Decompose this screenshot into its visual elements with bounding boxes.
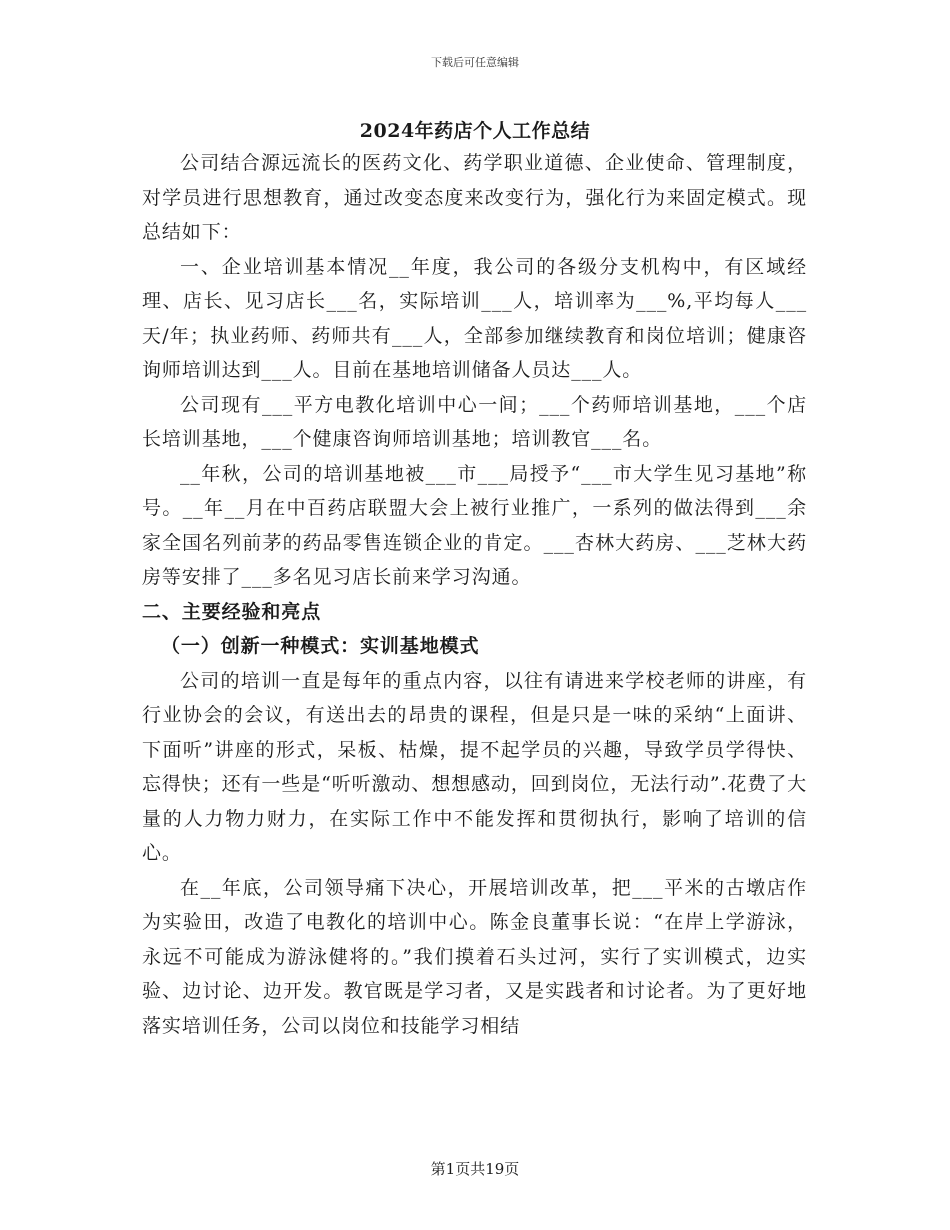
intro-paragraph: 公司结合源远流长的医药文化、药学职业道德、企业使命、管理制度，对学员进行思想教育，通过改变态度来改变行为，强化行为来固定模式。现总结如下： xyxy=(142,152,807,243)
training-overview-paragraph: 一、企业培训基本情况__年度，我公司的各级分支机构中，有区域经理、店长、见习店长___名，实际培训___人，培训率为___%,平均每人___天/年；执业药师、药师共有___人，全部参加继续教育和岗位培训；健康咨询师培训达到___人。目前在基地培训储备人员达___人。 xyxy=(142,255,807,381)
past-training-paragraph: 公司的培训一直是每年的重点内容，以往有请进来学校老师的讲座，有行业协会的会议，有送出去的昂贵的课程，但是只是一味的采纳“上面讲、下面听”讲座的形式，呆板、枯燥，提不起学员的兴趣，导致学员学得快、忘得快；还有一些是“听听激动、想想感动，回到岗位，无法行动”.花费了大量的人力物力财力，在实际工作中不能发挥和贯彻执行，影响了培训的信心。 xyxy=(142,669,807,864)
document-title: 2024年药店个人工作总结 xyxy=(359,120,591,142)
training-reform-paragraph: 在__年底，公司领导痛下决心，开展培训改革，把___平米的古墩店作为实验田，改造了电教化的培训中心。陈金良董事长说：“在岸上学游泳，永远不可能成为游泳健将的。”我们摸着石头过河，实行了实训模式，边实验、边讨论、边开发。教官既是学习者，又是实践者和讨论者。为了更好地落实培训任务，公司以岗位和技能学习相结 xyxy=(142,876,807,1037)
page-footer: 第1页共19页 xyxy=(430,1160,520,1178)
training-base-award-paragraph: __年秋，公司的培训基地被___市___局授予“___市大学生见习基地”称号。__年__月在中百药店联盟大会上被行业推广，一系列的做法得到___余家全国名列前茅的药品零售连锁企业的肯定。___杏林大药房、___芝林大药房等安排了___多名见习店长前来学习沟通。 xyxy=(142,462,807,588)
subsection-heading-innovation: （一）创新一种模式：实训基地模式 xyxy=(161,635,480,657)
header-note: 下载后可任意编辑 xyxy=(431,56,519,69)
document-body xyxy=(142,146,807,1043)
section-heading-experience: 二、主要经验和亮点 xyxy=(142,600,322,623)
training-facilities-paragraph: 公司现有___平方电教化培训中心一间；___个药师培训基地，___个店长培训基地，___个健康咨询师培训基地；培训教官___名。 xyxy=(142,393,807,450)
